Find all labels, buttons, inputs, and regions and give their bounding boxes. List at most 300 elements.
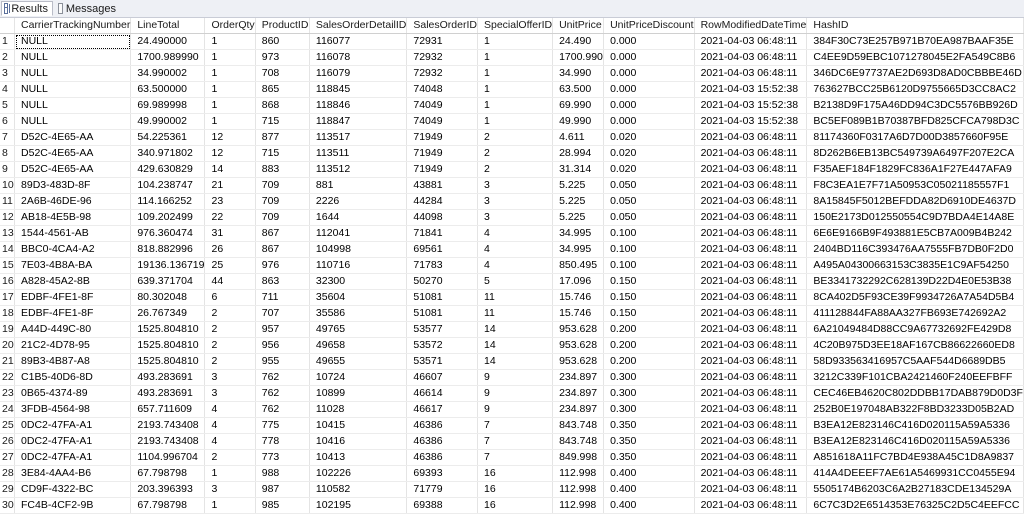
table-cell[interactable]: 429.630829: [131, 162, 205, 178]
table-cell[interactable]: 2021-04-03 06:48:11: [694, 210, 807, 226]
table-cell[interactable]: 112.998: [553, 482, 604, 498]
table-cell[interactable]: 0.050: [604, 178, 695, 194]
table-cell[interactable]: 2021-04-03 06:48:11: [694, 498, 807, 514]
table-row[interactable]: [0, 242, 1024, 258]
table-cell[interactable]: 2: [477, 146, 552, 162]
table-cell[interactable]: 10899: [309, 386, 406, 402]
table-cell[interactable]: 5: [477, 274, 552, 290]
table-cell[interactable]: 112.998: [553, 498, 604, 514]
table-cell[interactable]: 46617: [407, 402, 478, 418]
row-number-cell[interactable]: 23: [0, 386, 15, 402]
table-cell[interactable]: 3: [477, 210, 552, 226]
table-cell[interactable]: 34.990: [553, 66, 604, 82]
table-cell[interactable]: 49658: [309, 338, 406, 354]
table-cell[interactable]: 12: [205, 130, 255, 146]
table-cell[interactable]: 1644: [309, 210, 406, 226]
table-cell[interactable]: 26: [205, 242, 255, 258]
table-cell[interactable]: 44: [205, 274, 255, 290]
table-cell[interactable]: 4: [205, 434, 255, 450]
column-header[interactable]: ProductID: [255, 18, 309, 34]
table-cell[interactable]: 102226: [309, 466, 406, 482]
table-cell[interactable]: 2021-04-03 06:48:11: [694, 178, 807, 194]
table-cell[interactable]: 7: [477, 434, 552, 450]
table-cell[interactable]: 868: [255, 98, 309, 114]
table-cell[interactable]: 15.746: [553, 290, 604, 306]
table-cell[interactable]: B2138D9F175A46DD94C3DC5576BB926D: [807, 98, 1024, 114]
table-cell[interactable]: 69388: [407, 498, 478, 514]
table-cell[interactable]: 34.995: [553, 226, 604, 242]
table-cell[interactable]: 0.100: [604, 226, 695, 242]
table-cell[interactable]: 2021-04-03 06:48:11: [694, 146, 807, 162]
table-cell[interactable]: 8CA402D5F93CE39F9934726A7A54D5B4: [807, 290, 1024, 306]
table-cell[interactable]: 2021-04-03 15:52:38: [694, 82, 807, 98]
table-cell[interactable]: 2021-04-03 06:48:11: [694, 386, 807, 402]
table-cell[interactable]: 5505174B6203C6A2B27183CDE134529A: [807, 482, 1024, 498]
row-number-cell[interactable]: 17: [0, 290, 15, 306]
column-header[interactable]: SalesOrderDetailID: [309, 18, 406, 34]
table-cell[interactable]: 2: [477, 162, 552, 178]
table-cell[interactable]: 0.300: [604, 402, 695, 418]
table-cell[interactable]: 2021-04-03 06:48:11: [694, 466, 807, 482]
table-cell[interactable]: 346DC6E97737AE2D693D8AD0CBBBE46D: [807, 66, 1024, 82]
table-cell[interactable]: 16: [477, 482, 552, 498]
table-cell[interactable]: 711: [255, 290, 309, 306]
table-row[interactable]: [0, 434, 1024, 450]
table-cell[interactable]: 715: [255, 114, 309, 130]
table-cell[interactable]: 860: [255, 34, 309, 50]
table-cell[interactable]: 2021-04-03 15:52:38: [694, 98, 807, 114]
table-cell[interactable]: 2021-04-03 06:48:11: [694, 418, 807, 434]
row-number-cell[interactable]: 16: [0, 274, 15, 290]
table-cell[interactable]: 4: [205, 418, 255, 434]
table-cell[interactable]: 104.238747: [131, 178, 205, 194]
table-cell[interactable]: A495A04300663153C3835E1C9AF54250: [807, 258, 1024, 274]
row-number-cell[interactable]: 30: [0, 498, 15, 514]
table-cell[interactable]: BE3341732292C628139D22D4E0E53B38: [807, 274, 1024, 290]
table-cell[interactable]: 3: [205, 482, 255, 498]
table-row[interactable]: [0, 482, 1024, 498]
table-cell[interactable]: 849.998: [553, 450, 604, 466]
column-header[interactable]: UnitPrice: [553, 18, 604, 34]
table-cell[interactable]: 71841: [407, 226, 478, 242]
table-cell[interactable]: 1: [205, 66, 255, 82]
table-cell[interactable]: 11: [477, 290, 552, 306]
table-cell[interactable]: 953.628: [553, 338, 604, 354]
table-cell[interactable]: 5.225: [553, 210, 604, 226]
row-number-cell[interactable]: 27: [0, 450, 15, 466]
row-number-cell[interactable]: 12: [0, 210, 15, 226]
table-row[interactable]: [0, 226, 1024, 242]
table-cell[interactable]: 2: [477, 130, 552, 146]
table-cell[interactable]: 116077: [309, 34, 406, 50]
table-cell[interactable]: 1700.989990: [131, 50, 205, 66]
table-row[interactable]: [0, 450, 1024, 466]
table-cell[interactable]: D52C-4E65-AA: [15, 130, 131, 146]
table-cell[interactable]: 763627BCC25B6120D9755665D3CC8AC2: [807, 82, 1024, 98]
table-cell[interactable]: 414A4DEEEF7AE61A5469931CC0455E94: [807, 466, 1024, 482]
table-cell[interactable]: 881: [309, 178, 406, 194]
table-cell[interactable]: 953.628: [553, 322, 604, 338]
table-row[interactable]: [0, 82, 1024, 98]
table-cell[interactable]: 1700.990: [553, 50, 604, 66]
row-number-cell[interactable]: 24: [0, 402, 15, 418]
column-header[interactable]: UnitPriceDiscount: [604, 18, 695, 34]
table-row[interactable]: [0, 34, 1024, 50]
table-cell[interactable]: 2021-04-03 15:52:38: [694, 114, 807, 130]
table-cell[interactable]: 865: [255, 82, 309, 98]
table-cell[interactable]: 0.050: [604, 194, 695, 210]
table-cell[interactable]: 0.400: [604, 466, 695, 482]
table-cell[interactable]: 12: [205, 146, 255, 162]
table-cell[interactable]: 0.150: [604, 274, 695, 290]
table-cell[interactable]: NULL: [15, 66, 131, 82]
table-cell[interactable]: 3212C339F101CBA2421460F240EEFBFF: [807, 370, 1024, 386]
table-cell[interactable]: 3: [205, 370, 255, 386]
row-number-cell[interactable]: 29: [0, 482, 15, 498]
table-cell[interactable]: 818.882996: [131, 242, 205, 258]
row-number-cell[interactable]: 11: [0, 194, 15, 210]
table-cell[interactable]: 6: [205, 290, 255, 306]
table-cell[interactable]: A828-45A2-8B: [15, 274, 131, 290]
table-cell[interactable]: 0.300: [604, 386, 695, 402]
table-cell[interactable]: 775: [255, 418, 309, 434]
table-cell[interactable]: 46386: [407, 418, 478, 434]
table-row[interactable]: [0, 114, 1024, 130]
table-cell[interactable]: 74048: [407, 82, 478, 98]
table-cell[interactable]: 6C7C3D2E6514353E76325C2D5C4EEFCC: [807, 498, 1024, 514]
table-row[interactable]: [0, 66, 1024, 82]
table-cell[interactable]: EDBF-4FE1-8F: [15, 306, 131, 322]
table-cell[interactable]: BC5EF089B1B70387BFD825CFCA798D3C: [807, 114, 1024, 130]
table-cell[interactable]: 877: [255, 130, 309, 146]
table-cell[interactable]: 2021-04-03 06:48:11: [694, 402, 807, 418]
table-cell[interactable]: 203.396393: [131, 482, 205, 498]
table-cell[interactable]: 34.995: [553, 242, 604, 258]
table-cell[interactable]: 707: [255, 306, 309, 322]
table-row[interactable]: [0, 290, 1024, 306]
row-number-header[interactable]: [0, 18, 15, 34]
table-cell[interactable]: 0.350: [604, 450, 695, 466]
table-cell[interactable]: 0DC2-47FA-A1: [15, 418, 131, 434]
table-cell[interactable]: 118846: [309, 98, 406, 114]
table-cell[interactable]: EDBF-4FE1-8F: [15, 290, 131, 306]
table-cell[interactable]: 71949: [407, 162, 478, 178]
table-row[interactable]: [0, 466, 1024, 482]
row-number-cell[interactable]: 22: [0, 370, 15, 386]
table-cell[interactable]: 71783: [407, 258, 478, 274]
table-cell[interactable]: 1: [477, 114, 552, 130]
table-cell[interactable]: 843.748: [553, 434, 604, 450]
table-cell[interactable]: 116078: [309, 50, 406, 66]
table-cell[interactable]: 71779: [407, 482, 478, 498]
row-number-cell[interactable]: 5: [0, 98, 15, 114]
table-cell[interactable]: 7: [477, 418, 552, 434]
table-cell[interactable]: 67.798798: [131, 466, 205, 482]
table-cell[interactable]: 10413: [309, 450, 406, 466]
table-cell[interactable]: 1: [205, 98, 255, 114]
table-cell[interactable]: NULL: [15, 50, 131, 66]
table-cell[interactable]: 49765: [309, 322, 406, 338]
table-cell[interactable]: 112.998: [553, 466, 604, 482]
table-cell[interactable]: 25: [205, 258, 255, 274]
table-row[interactable]: [0, 178, 1024, 194]
table-cell[interactable]: 49655: [309, 354, 406, 370]
table-cell[interactable]: NULL: [15, 98, 131, 114]
table-cell[interactable]: 2193.743408: [131, 434, 205, 450]
table-cell[interactable]: 2A6B-46DE-96: [15, 194, 131, 210]
table-cell[interactable]: 2021-04-03 06:48:11: [694, 34, 807, 50]
table-cell[interactable]: 2: [205, 322, 255, 338]
table-cell[interactable]: 708: [255, 66, 309, 82]
table-cell[interactable]: 976: [255, 258, 309, 274]
table-cell[interactable]: 0.000: [604, 82, 695, 98]
table-cell[interactable]: 69.990: [553, 98, 604, 114]
table-cell[interactable]: 8A15845F5012BEFDDA82D6910DE4637D: [807, 194, 1024, 210]
table-cell[interactable]: 411128844FA88AA327FB693E742692A2: [807, 306, 1024, 322]
table-cell[interactable]: 709: [255, 194, 309, 210]
table-cell[interactable]: 234.897: [553, 386, 604, 402]
table-cell[interactable]: 955: [255, 354, 309, 370]
table-cell[interactable]: 50270: [407, 274, 478, 290]
table-cell[interactable]: 7: [477, 450, 552, 466]
table-cell[interactable]: 113511: [309, 146, 406, 162]
table-cell[interactable]: F8C3EA1E7F71A50953C05021185557F1: [807, 178, 1024, 194]
table-cell[interactable]: 3E84-4AA4-B6: [15, 466, 131, 482]
table-cell[interactable]: 0.000: [604, 34, 695, 50]
table-cell[interactable]: 3: [205, 386, 255, 402]
table-cell[interactable]: 14: [205, 162, 255, 178]
table-cell[interactable]: 1: [477, 50, 552, 66]
table-cell[interactable]: 976.360474: [131, 226, 205, 242]
table-cell[interactable]: 843.748: [553, 418, 604, 434]
table-cell[interactable]: 2021-04-03 06:48:11: [694, 258, 807, 274]
table-cell[interactable]: 2021-04-03 06:48:11: [694, 370, 807, 386]
table-cell[interactable]: 44284: [407, 194, 478, 210]
table-cell[interactable]: 24.490: [553, 34, 604, 50]
table-cell[interactable]: 3FDB-4564-98: [15, 402, 131, 418]
column-header[interactable]: CarrierTrackingNumber: [15, 18, 131, 34]
table-cell[interactable]: 1: [477, 82, 552, 98]
table-cell[interactable]: 5.225: [553, 178, 604, 194]
table-cell[interactable]: 2021-04-03 06:48:11: [694, 306, 807, 322]
table-cell[interactable]: 0.050: [604, 210, 695, 226]
table-cell[interactable]: 2021-04-03 06:48:11: [694, 226, 807, 242]
table-cell[interactable]: 28.994: [553, 146, 604, 162]
table-cell[interactable]: 6E6E9166B9F493881E5CB7A009B4B242: [807, 226, 1024, 242]
table-cell[interactable]: NULL: [15, 114, 131, 130]
table-cell[interactable]: 762: [255, 402, 309, 418]
table-cell[interactable]: 234.897: [553, 370, 604, 386]
table-cell[interactable]: 0DC2-47FA-A1: [15, 450, 131, 466]
table-cell[interactable]: 0.350: [604, 434, 695, 450]
table-cell[interactable]: 1525.804810: [131, 354, 205, 370]
table-cell[interactable]: 0.020: [604, 162, 695, 178]
table-cell[interactable]: 0DC2-47FA-A1: [15, 434, 131, 450]
table-cell[interactable]: 21C2-4D78-95: [15, 338, 131, 354]
table-cell[interactable]: 150E2173D012550554C9D7BDA4E14A8E: [807, 210, 1024, 226]
table-cell[interactable]: 0.020: [604, 146, 695, 162]
table-cell[interactable]: 49.990002: [131, 114, 205, 130]
column-header[interactable]: SalesOrderID: [407, 18, 478, 34]
table-cell[interactable]: 883: [255, 162, 309, 178]
table-cell[interactable]: 16: [477, 466, 552, 482]
table-cell[interactable]: 0.200: [604, 322, 695, 338]
table-cell[interactable]: 1: [205, 34, 255, 50]
table-cell[interactable]: 4C20B975D3EE18AF167CB86622660ED8: [807, 338, 1024, 354]
table-row[interactable]: [0, 306, 1024, 322]
table-row[interactable]: [0, 194, 1024, 210]
table-cell[interactable]: 44098: [407, 210, 478, 226]
table-cell[interactable]: 24.490000: [131, 34, 205, 50]
table-cell[interactable]: 0.020: [604, 130, 695, 146]
table-cell[interactable]: 113512: [309, 162, 406, 178]
table-cell[interactable]: 114.166252: [131, 194, 205, 210]
table-cell[interactable]: 1: [205, 466, 255, 482]
table-cell[interactable]: 43881: [407, 178, 478, 194]
table-cell[interactable]: C4EE9D59EBC1071278045E2FA549C8B6: [807, 50, 1024, 66]
table-cell[interactable]: 16: [477, 498, 552, 514]
table-row[interactable]: [0, 98, 1024, 114]
table-cell[interactable]: 2: [205, 354, 255, 370]
table-cell[interactable]: 2021-04-03 06:48:11: [694, 322, 807, 338]
table-cell[interactable]: 4: [477, 242, 552, 258]
table-cell[interactable]: 2021-04-03 06:48:11: [694, 242, 807, 258]
row-number-cell[interactable]: 26: [0, 434, 15, 450]
table-row[interactable]: [0, 130, 1024, 146]
table-cell[interactable]: 11: [477, 306, 552, 322]
column-header[interactable]: RowModifiedDateTime: [694, 18, 807, 34]
table-cell[interactable]: 118847: [309, 114, 406, 130]
table-cell[interactable]: 63.500000: [131, 82, 205, 98]
table-cell[interactable]: 10724: [309, 370, 406, 386]
table-cell[interactable]: 46386: [407, 434, 478, 450]
table-cell[interactable]: 31: [205, 226, 255, 242]
table-cell[interactable]: 9: [477, 386, 552, 402]
table-cell[interactable]: 4: [477, 226, 552, 242]
row-number-cell[interactable]: 4: [0, 82, 15, 98]
table-cell[interactable]: A44D-449C-80: [15, 322, 131, 338]
table-cell[interactable]: B3EA12E823146C416D020115A59A5336: [807, 418, 1024, 434]
table-cell[interactable]: 0B65-4374-89: [15, 386, 131, 402]
table-cell[interactable]: A851618A11FC7BD4E938A45C1D8A9837: [807, 450, 1024, 466]
table-cell[interactable]: D52C-4E65-AA: [15, 162, 131, 178]
table-cell[interactable]: 867: [255, 242, 309, 258]
row-number-cell[interactable]: 9: [0, 162, 15, 178]
row-number-cell[interactable]: 20: [0, 338, 15, 354]
table-cell[interactable]: 234.897: [553, 402, 604, 418]
table-row[interactable]: [0, 354, 1024, 370]
table-cell[interactable]: 0.200: [604, 338, 695, 354]
table-cell[interactable]: 74049: [407, 98, 478, 114]
tab-messages[interactable]: [55, 1, 121, 16]
table-cell[interactable]: 32300: [309, 274, 406, 290]
row-number-cell[interactable]: 21: [0, 354, 15, 370]
table-cell[interactable]: B3EA12E823146C416D020115A59A5336: [807, 434, 1024, 450]
table-cell[interactable]: 863: [255, 274, 309, 290]
table-cell[interactable]: 2226: [309, 194, 406, 210]
row-number-cell[interactable]: 14: [0, 242, 15, 258]
table-cell[interactable]: 14: [477, 322, 552, 338]
table-cell[interactable]: 2021-04-03 06:48:11: [694, 338, 807, 354]
table-cell[interactable]: 46607: [407, 370, 478, 386]
table-cell[interactable]: 11028: [309, 402, 406, 418]
table-cell[interactable]: 53572: [407, 338, 478, 354]
table-cell[interactable]: 778: [255, 434, 309, 450]
row-number-cell[interactable]: 15: [0, 258, 15, 274]
table-cell[interactable]: 956: [255, 338, 309, 354]
table-cell[interactable]: 2021-04-03 06:48:11: [694, 354, 807, 370]
table-row[interactable]: [0, 370, 1024, 386]
table-cell[interactable]: 2404BD116C393476AA7555FB7DB0F2D0: [807, 242, 1024, 258]
table-cell[interactable]: 53577: [407, 322, 478, 338]
table-cell[interactable]: CEC46EB4620C802DDBB17DAB879D0D3F: [807, 386, 1024, 402]
row-number-cell[interactable]: 8: [0, 146, 15, 162]
table-cell[interactable]: 867: [255, 226, 309, 242]
table-cell[interactable]: 773: [255, 450, 309, 466]
table-cell[interactable]: 17.096: [553, 274, 604, 290]
table-cell[interactable]: C1B5-40D6-8D: [15, 370, 131, 386]
table-cell[interactable]: 72932: [407, 66, 478, 82]
table-cell[interactable]: 2021-04-03 06:48:11: [694, 162, 807, 178]
table-cell[interactable]: 69393: [407, 466, 478, 482]
table-cell[interactable]: 4: [477, 258, 552, 274]
table-cell[interactable]: 0.350: [604, 418, 695, 434]
table-cell[interactable]: 21: [205, 178, 255, 194]
table-cell[interactable]: NULL: [15, 34, 131, 50]
table-cell[interactable]: F35AEF184F1829FC836A1F27E447AFA9: [807, 162, 1024, 178]
table-row[interactable]: [0, 386, 1024, 402]
table-cell[interactable]: 34.990002: [131, 66, 205, 82]
table-cell[interactable]: 89B3-4B87-A8: [15, 354, 131, 370]
table-cell[interactable]: 9: [477, 370, 552, 386]
row-number-cell[interactable]: 3: [0, 66, 15, 82]
table-cell[interactable]: 973: [255, 50, 309, 66]
table-row[interactable]: [0, 418, 1024, 434]
table-cell[interactable]: 71949: [407, 130, 478, 146]
table-cell[interactable]: 1: [477, 34, 552, 50]
table-cell[interactable]: 4.611: [553, 130, 604, 146]
row-number-cell[interactable]: 2: [0, 50, 15, 66]
table-row[interactable]: [0, 498, 1024, 514]
table-row[interactable]: [0, 322, 1024, 338]
table-row[interactable]: [0, 258, 1024, 274]
table-cell[interactable]: 762: [255, 386, 309, 402]
row-number-cell[interactable]: 19: [0, 322, 15, 338]
table-cell[interactable]: 46614: [407, 386, 478, 402]
table-cell[interactable]: 2: [205, 306, 255, 322]
table-cell[interactable]: 0.100: [604, 258, 695, 274]
row-number-cell[interactable]: 10: [0, 178, 15, 194]
table-cell[interactable]: 104998: [309, 242, 406, 258]
table-cell[interactable]: 709: [255, 210, 309, 226]
table-row[interactable]: [0, 146, 1024, 162]
table-cell[interactable]: 1: [205, 82, 255, 98]
table-cell[interactable]: 0.000: [604, 98, 695, 114]
row-number-cell[interactable]: 6: [0, 114, 15, 130]
table-cell[interactable]: 118845: [309, 82, 406, 98]
table-cell[interactable]: 35604: [309, 290, 406, 306]
table-cell[interactable]: 2021-04-03 06:48:11: [694, 482, 807, 498]
table-cell[interactable]: 988: [255, 466, 309, 482]
table-cell[interactable]: 102195: [309, 498, 406, 514]
table-cell[interactable]: 850.495: [553, 258, 604, 274]
table-cell[interactable]: 0.400: [604, 482, 695, 498]
table-cell[interactable]: 19136.136719: [131, 258, 205, 274]
table-cell[interactable]: 89D3-483D-8F: [15, 178, 131, 194]
table-cell[interactable]: 10416: [309, 434, 406, 450]
table-cell[interactable]: 72932: [407, 50, 478, 66]
table-cell[interactable]: CD9F-4322-BC: [15, 482, 131, 498]
